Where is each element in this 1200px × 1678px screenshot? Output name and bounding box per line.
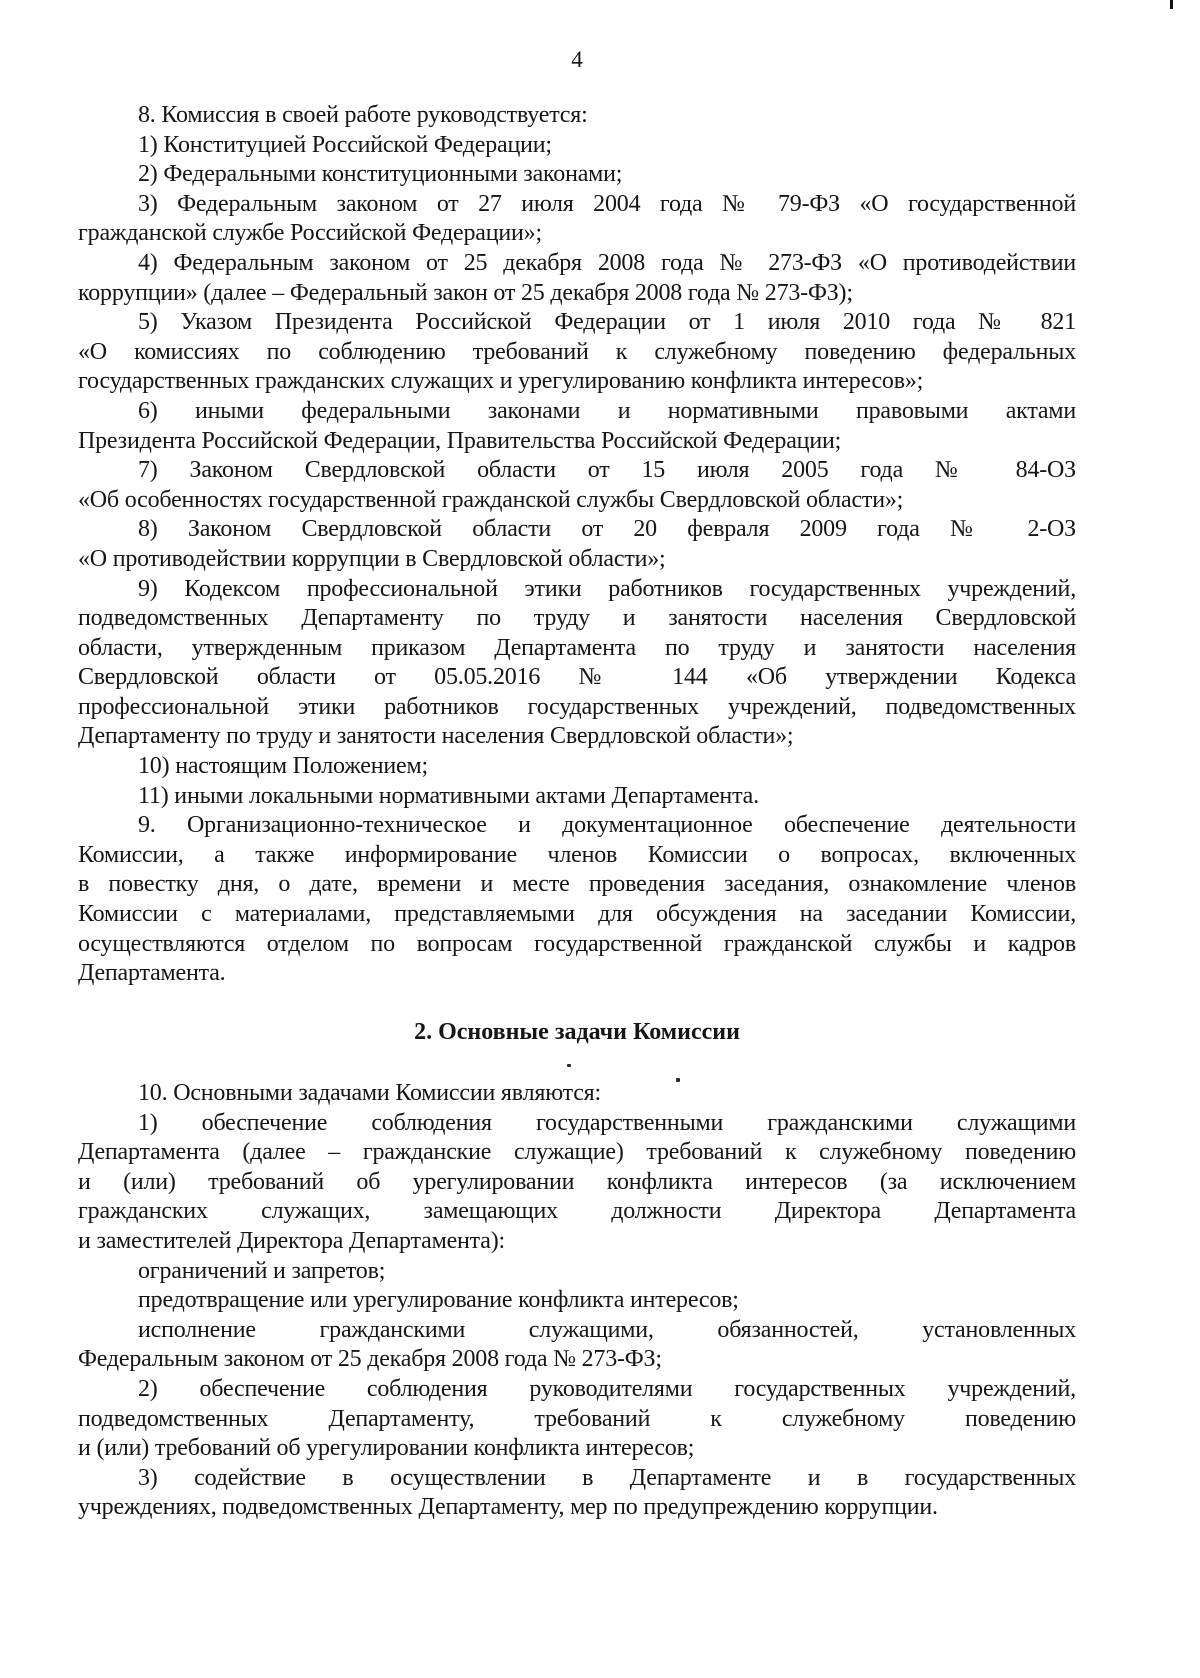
text-block-para-10 [78, 1079, 1076, 1523]
text-line: подведомственных Департаменту по труду и занятости населения Свердловской [78, 605, 1076, 632]
text-line: и (или) требований об урегулировании конфликта интересов; [78, 1435, 695, 1462]
text-line: 3) Федеральным законом от 27 июля 2004 года № 79-ФЗ «О государственной [138, 190, 1076, 217]
text-line: Свердловской области от 05.05.2016 № 144 «Об утверждении Кодекса [78, 664, 1076, 691]
text-line: Департаменту по труду и занятости населения Свердловской области»; [78, 723, 794, 750]
text-line: ограничений и запретов; [138, 1257, 386, 1284]
text-line: 5) Указом Президента Российской Федерации от 1 июля 2010 года № 821 [138, 309, 1076, 336]
text-block-para-8-9 [78, 101, 1076, 989]
scan-speck [676, 1078, 680, 1082]
text-line: 11) иными локальными нормативными актами Департамента. [138, 782, 759, 809]
text-line: 10. Основными задачами Комиссии являются: [138, 1080, 601, 1106]
text-line: «О противодействии коррупции в Свердловской области»; [78, 545, 666, 572]
text-line: предотвращение или урегулирование конфликта интересов; [138, 1287, 739, 1314]
text-line: 9) Кодексом профессиональной этики работников государственных учреждений, [138, 575, 1076, 602]
text-line: гражданских служащих, замещающих должности Директора Департамента [78, 1198, 1076, 1225]
text-line: осуществляются отделом по вопросам государственной гражданской службы и кадров [78, 930, 1076, 957]
text-line: Департамента (далее – гражданские служащие) требований к служебному поведению [78, 1139, 1076, 1166]
text-line: гражданской службе Российской Федерации»; [78, 220, 542, 247]
text-line: государственных гражданских служащих и урегулированию конфликта интересов»; [78, 368, 924, 395]
text-line: и (или) требований об урегулировании конфликта интересов (за исключением [78, 1168, 1076, 1195]
text-line: Федеральным законом от 25 декабря 2008 года № 273-ФЗ; [78, 1346, 662, 1373]
text-line: коррупции» (далее – Федеральный закон от 25 декабря 2008 года № 273-ФЗ); [78, 279, 853, 306]
text-line: 8. Комиссия в своей работе руководствуется: [138, 102, 588, 128]
text-line: 3) содействие в осуществлении в Департаменте и в государственных [138, 1464, 1076, 1491]
text-line: 2) обеспечение соблюдения руководителями государственных учреждений, [138, 1375, 1076, 1402]
page-number: 4 [571, 47, 583, 72]
text-line: профессиональной этики работников государственных учреждений, подведомственных [78, 693, 1076, 720]
text-line: «О комиссиях по соблюдению требований к служебному поведению федеральных [78, 338, 1076, 365]
text-line: 7) Законом Свердловской области от 15 июля 2005 года № 84-ОЗ [138, 457, 1076, 484]
text-line: Президента Российской Федерации, Правительства Российской Федерации; [78, 427, 842, 454]
text-line: и заместителей Директора Департамента): [78, 1227, 505, 1254]
text-line: учреждениях, подведомственных Департаменту, мер по предупреждению коррупции. [78, 1494, 938, 1521]
text-line: Комиссии с материалами, представляемыми для обсуждения на заседании Комиссии, [78, 901, 1076, 928]
text-line: области, утвержденным приказом Департамента по труду и занятости населения [78, 634, 1076, 661]
text-line: в повестку дня, о дате, времени и месте проведения заседания, ознакомление членов [78, 871, 1076, 898]
scan-edge-artifact [1170, 0, 1173, 9]
text-line: исполнение гражданскими служащими, обязанностей, установленных [138, 1316, 1076, 1343]
section-heading: 2. Основные задачи Комиссии [414, 1019, 740, 1045]
text-line: 6) иными федеральными законами и нормативными правовыми актами [138, 397, 1076, 424]
text-line: Департамента. [78, 960, 226, 987]
text-line: 1) обеспечение соблюдения государственными гражданскими служащими [138, 1109, 1076, 1136]
text-line: «Об особенностях государственной гражданской службы Свердловской области»; [78, 486, 904, 513]
text-line: 8) Законом Свердловской области от 20 февраля 2009 года № 2-ОЗ [138, 516, 1076, 543]
text-line: подведомственных Департаменту, требований к служебному поведению [78, 1405, 1076, 1432]
text-line: 9. Организационно-техническое и документационное обеспечение деятельности [138, 812, 1076, 839]
text-line: 4) Федеральным законом от 25 декабря 2008 года № 273-ФЗ «О противодействии [138, 249, 1076, 276]
text-line: 2) Федеральными конституционными законами; [138, 161, 623, 188]
text-line: Комиссии, а также информирование членов Комиссии о вопросах, включенных [78, 841, 1076, 868]
text-line: 10) настоящим Положением; [138, 753, 428, 780]
scan-speck [567, 1064, 571, 1067]
text-line: 1) Конституцией Российской Федерации; [138, 131, 552, 158]
